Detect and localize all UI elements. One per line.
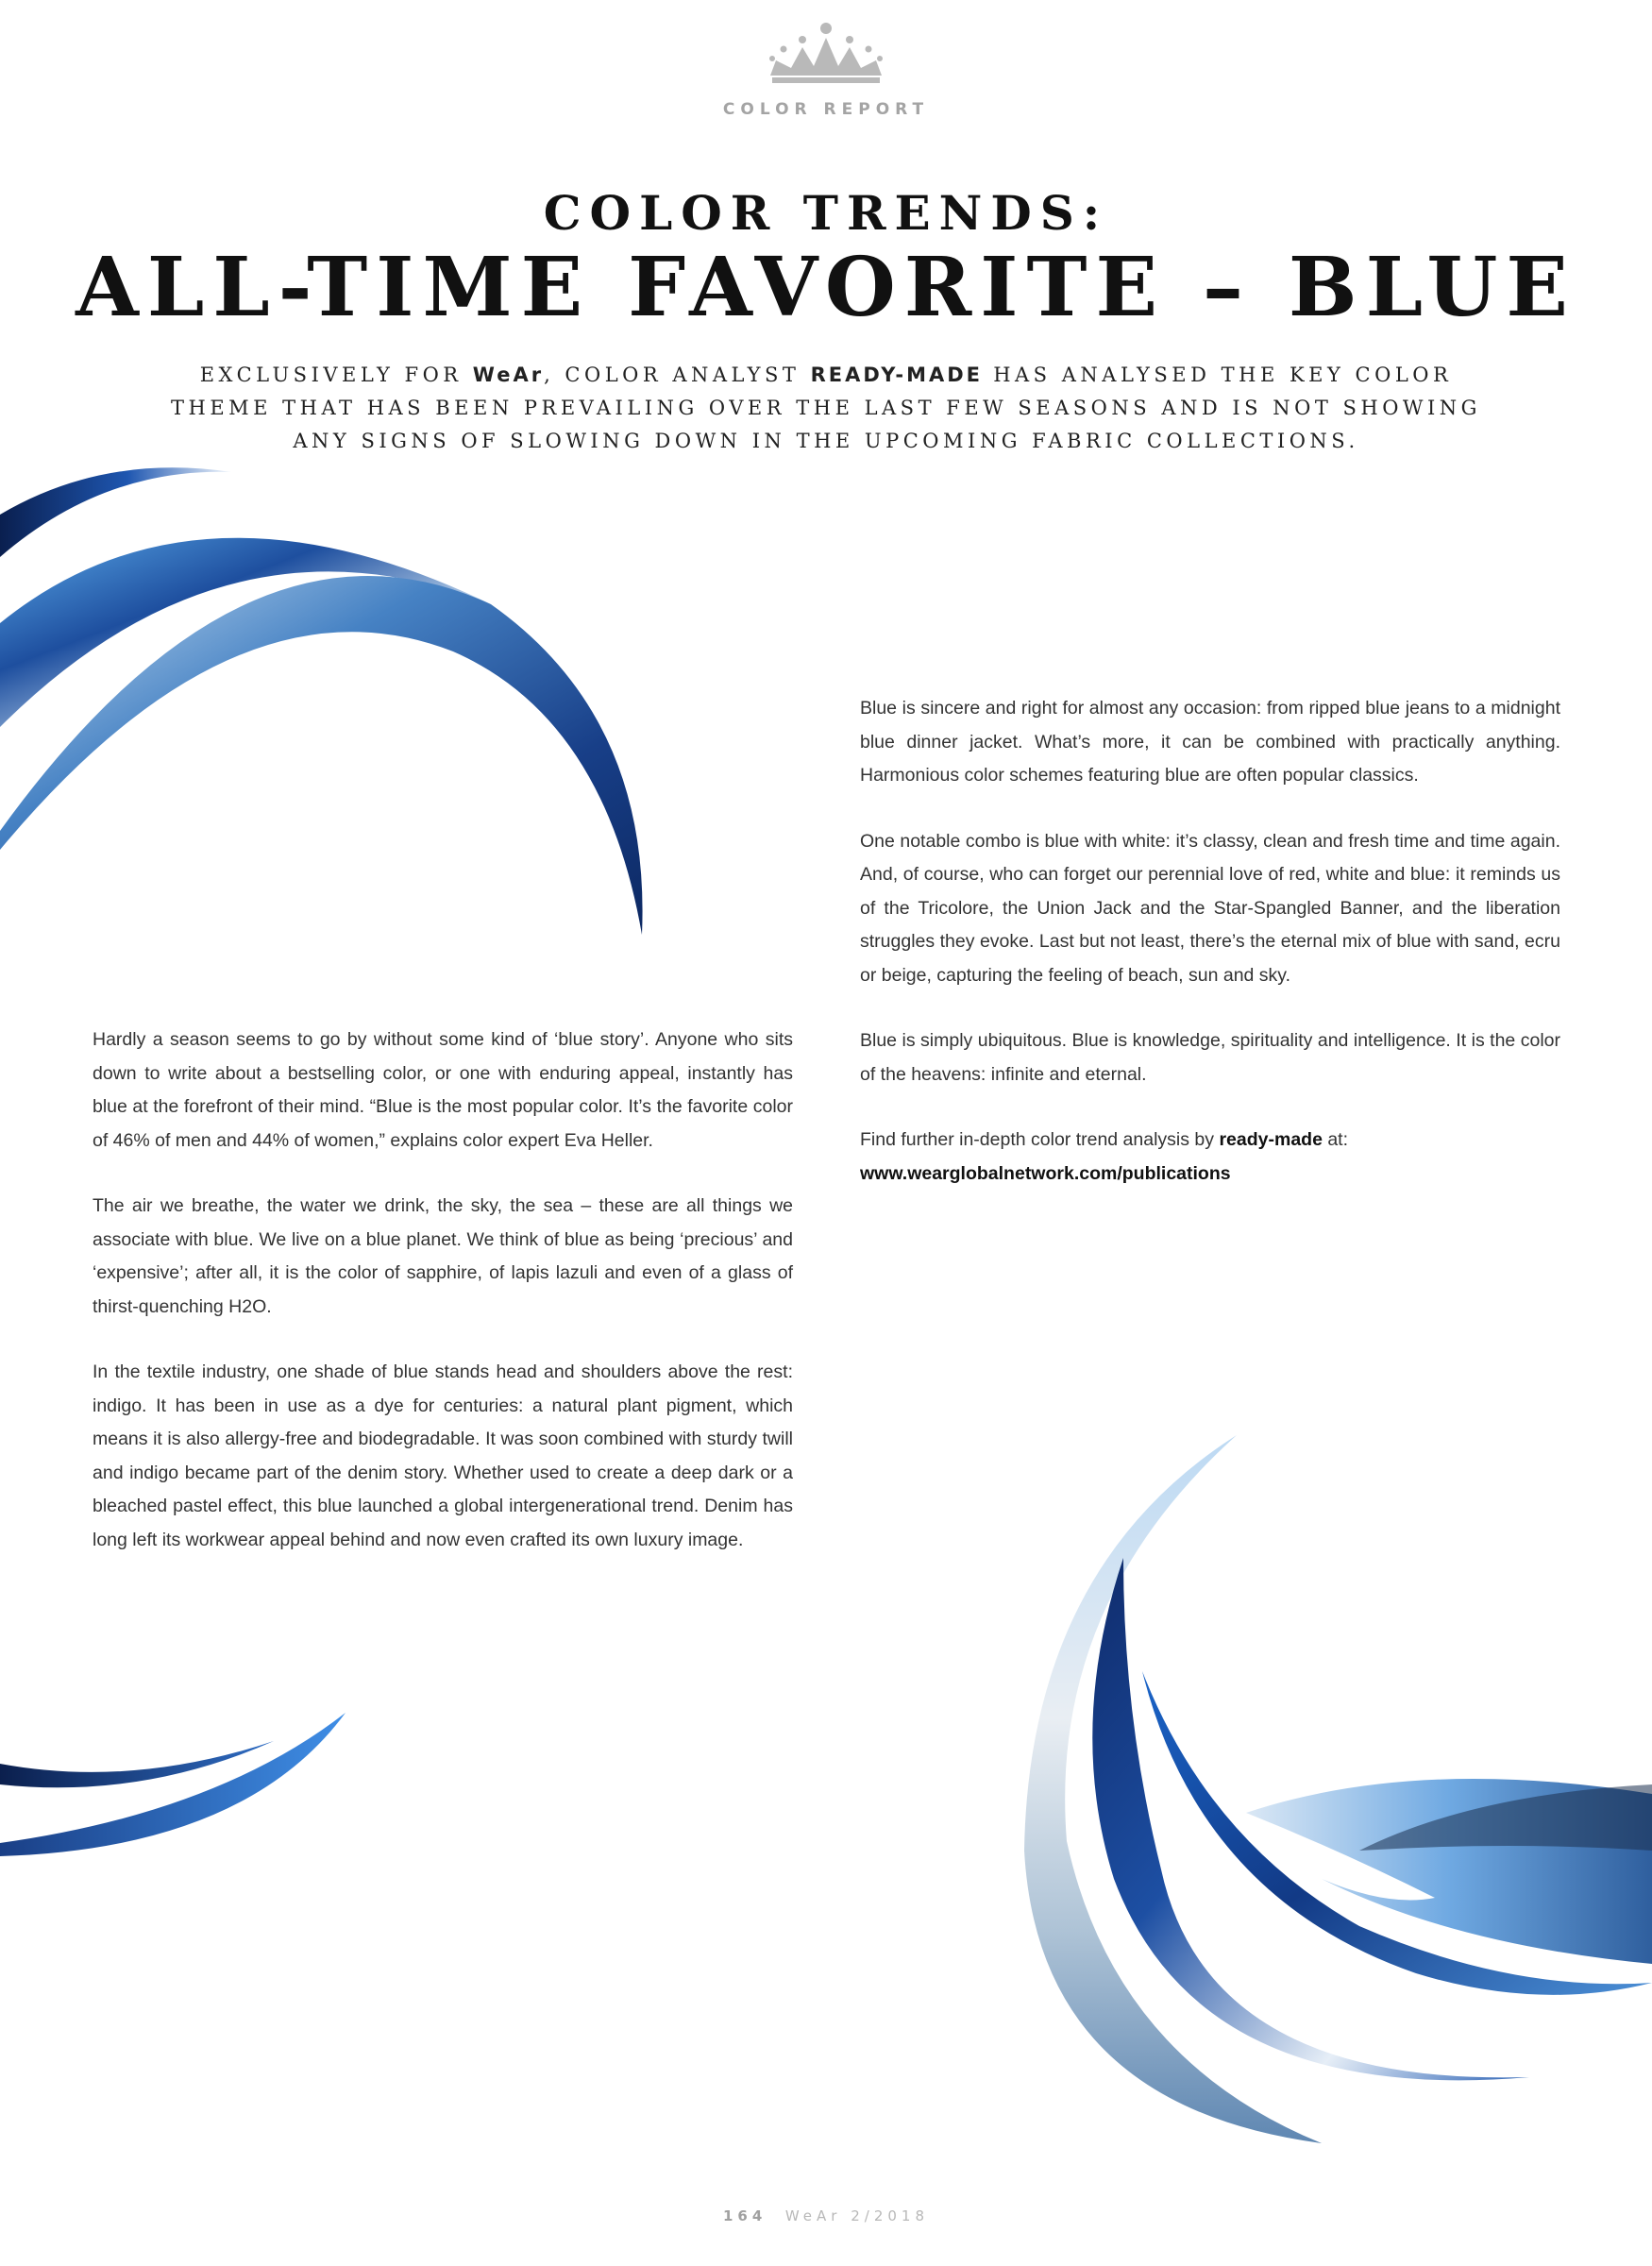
further-reading bbox=[860, 1124, 1560, 1191]
further-reading-text: at: bbox=[1322, 1129, 1349, 1150]
analyst-name: READY-MADE bbox=[810, 364, 984, 386]
page-number: 164 bbox=[722, 2207, 767, 2224]
decorative-swirl-top-left bbox=[0, 463, 661, 954]
brand-name: WeAr bbox=[472, 364, 545, 386]
intro-text: HAS ANALYSED THE KEY COLOR THEME THAT HAS BEEN PREVAILING OVER THE LAST FEW SEASONS AND IS NOT SHOWING ANY SIGNS OF SLOWING DOWN IN THE UPCOMING FABRIC COLLECTIONS. bbox=[171, 364, 1481, 452]
body-paragraph: Blue is simply ubiquitous. Blue is knowledge, spirituality and intelligence. It is the color of the heavens: infinite and eternal. bbox=[860, 1030, 1560, 1085]
body-paragraph: In the textile industry, one shade of blue stands head and shoulders above the rest: indigo. It has been in use as a dye for centuries: a natural plant pigment, which means it is also allergy-free and biodegradable. It was soon combined with sturdy twill and indigo became part of the denim story. Whether used to create a deep dark or a bleached pastel effect, this blue launched a global intergenerational trend. Denim has long left its workwear appeal behind and now even crafted its own luxury image. bbox=[93, 1361, 793, 1550]
body-paragraph: Hardly a season seems to go by without some kind of ‘blue story’. Anyone who sits down to write about a bestselling color, or one with enduring appeal, instantly has blue at the forefront of their mind. “Blue is the most popular color. It’s the favorite color of 46% of men and 44% of women,” explains color expert Eva Heller. bbox=[93, 1029, 793, 1151]
title-kicker: COLOR TRENDS: bbox=[543, 185, 1109, 241]
intro-text: , COLOR ANALYST bbox=[544, 364, 811, 386]
decorative-swirl-bottom-left bbox=[0, 1709, 359, 1860]
intro-text: EXCLUSIVELY FOR bbox=[199, 364, 473, 386]
page-footer bbox=[0, 2207, 1652, 2224]
intro-deck bbox=[165, 359, 1487, 458]
further-reading-text: Find further in-depth color trend analysis by bbox=[860, 1129, 1220, 1150]
publication-link[interactable]: www.wearglobalnetwork.com/publications bbox=[860, 1162, 1231, 1184]
section-label: COLOR REPORT bbox=[722, 100, 930, 119]
decorative-swirl-bottom-right bbox=[982, 1397, 1652, 2162]
body-paragraph: The air we breathe, the water we drink, the sky, the sea – these are all things we associate with blue. We live on a blue planet. We think of blue as being ‘precious’ and ‘expensive’; after all, it is the color of sapphire, of lapis lazuli and even of a glass of thirst-quenching H2O. bbox=[93, 1195, 793, 1317]
author-name: ready-made bbox=[1219, 1129, 1323, 1150]
publication-issue: WeAr 2/2018 bbox=[784, 2207, 929, 2224]
crown-icon bbox=[765, 21, 887, 91]
article-column-left bbox=[93, 1023, 793, 1589]
body-paragraph: One notable combo is blue with white: it’s classy, clean and fresh time and time again. And, of course, who can forget our perennial love of red, white and blue: it reminds us of the Tricolore, the Union Jack and the Star-Spangled Banner, and the liberation struggles they evoke. Last but not least, there’s the eternal mix of blue with sand, ecru or beige, capturing the feeling of beach, sun and sky. bbox=[860, 830, 1560, 986]
body-paragraph: Blue is sincere and right for almost any occasion: from ripped blue jeans to a midnight blue dinner jacket. What’s more, it can be combined with practically anything. Harmonious color schemes featuring blue are often popular classics. bbox=[860, 698, 1560, 786]
page-title: ALL-TIME FAVORITE – BLUE bbox=[76, 240, 1576, 335]
article-column-right bbox=[860, 692, 1560, 1223]
